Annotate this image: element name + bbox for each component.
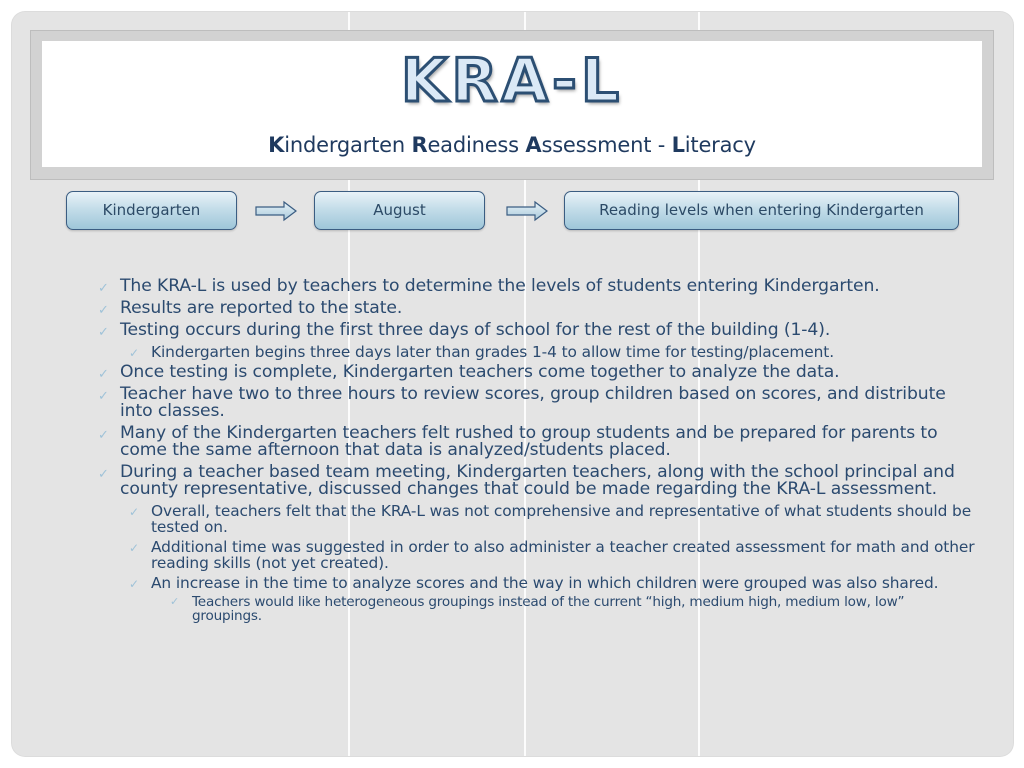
list-item-text: Additional time was suggested in order to also administer a teacher created assessment for math and other reading skills (not yet created). bbox=[151, 538, 975, 572]
flow-step-august: August bbox=[314, 191, 485, 230]
list-item bbox=[96, 595, 976, 623]
flow-step-kindergarten: Kindergarten bbox=[66, 191, 237, 230]
subtitle-initial-r: R bbox=[411, 133, 428, 157]
subtitle-word: iteracy bbox=[684, 133, 756, 157]
check-icon: ✓ bbox=[98, 467, 109, 482]
bullet-list bbox=[96, 278, 976, 626]
check-icon: ✓ bbox=[98, 389, 109, 404]
slide-title: KRA-L bbox=[400, 46, 624, 116]
check-icon: ✓ bbox=[98, 428, 109, 443]
list-item bbox=[96, 300, 976, 317]
check-icon: ✓ bbox=[98, 303, 109, 318]
list-item-text: Teacher have two to three hours to review scores, group children based on scores, and distribute into classes. bbox=[120, 384, 946, 421]
check-icon: ✓ bbox=[129, 505, 139, 519]
check-icon: ✓ bbox=[98, 281, 109, 296]
subtitle-word: indergarten bbox=[284, 133, 412, 157]
subtitle-word: eadiness bbox=[427, 133, 526, 157]
slide-subtitle bbox=[42, 133, 982, 157]
list-item bbox=[96, 425, 976, 459]
list-item-text: The KRA-L is used by teachers to determine the levels of students entering Kindergarten. bbox=[120, 276, 880, 296]
list-item-text: Teachers would like heterogeneous groupings instead of the current “high, medium high, medium low, low” groupings. bbox=[192, 594, 905, 624]
list-item-text: Testing occurs during the first three days of school for the rest of the building (1-4). bbox=[120, 320, 831, 340]
title-box bbox=[42, 41, 982, 167]
list-item bbox=[96, 344, 976, 360]
list-item bbox=[96, 503, 976, 535]
check-icon: ✓ bbox=[129, 577, 139, 591]
check-icon: ✓ bbox=[129, 346, 139, 360]
check-icon: ✓ bbox=[170, 595, 180, 608]
list-item bbox=[96, 322, 976, 339]
list-item-text: Overall, teachers felt that the KRA-L was not comprehensive and representative of what students should be tested on. bbox=[151, 502, 972, 536]
list-item-text: Kindergarten begins three days later than grades 1-4 to allow time for testing/placement. bbox=[151, 343, 835, 361]
title-frame bbox=[30, 30, 994, 180]
list-item-text: Results are reported to the state. bbox=[120, 298, 403, 318]
check-icon: ✓ bbox=[129, 541, 139, 555]
list-item-text: Once testing is complete, Kindergarten teachers come together to analyze the data. bbox=[120, 362, 840, 382]
list-item bbox=[96, 464, 976, 498]
subtitle-initial-l: L bbox=[671, 133, 685, 157]
list-item bbox=[96, 386, 976, 420]
list-item-text: An increase in the time to analyze scores and the way in which children were grouped was also shared. bbox=[151, 574, 939, 592]
list-item-text: Many of the Kindergarten teachers felt rushed to group students and be prepared for parents to come the same afternoon that data is analyzed/students placed. bbox=[120, 423, 938, 460]
right-arrow-icon bbox=[254, 200, 298, 222]
subtitle-initial-a: A bbox=[525, 133, 542, 157]
subtitle-initial-k: K bbox=[268, 133, 285, 157]
list-item bbox=[96, 539, 976, 571]
subtitle-word: ssessment - bbox=[541, 133, 672, 157]
check-icon: ✓ bbox=[98, 325, 109, 340]
right-arrow-icon bbox=[505, 200, 549, 222]
list-item bbox=[96, 364, 976, 381]
list-item bbox=[96, 575, 976, 591]
list-item-text: During a teacher based team meeting, Kindergarten teachers, along with the school principal and county representative, discussed changes that could be made regarding the KRA-L assessment. bbox=[120, 462, 955, 499]
check-icon: ✓ bbox=[98, 367, 109, 382]
list-item bbox=[96, 278, 976, 295]
flow-step-reading-levels: Reading levels when entering Kindergarten bbox=[564, 191, 959, 230]
